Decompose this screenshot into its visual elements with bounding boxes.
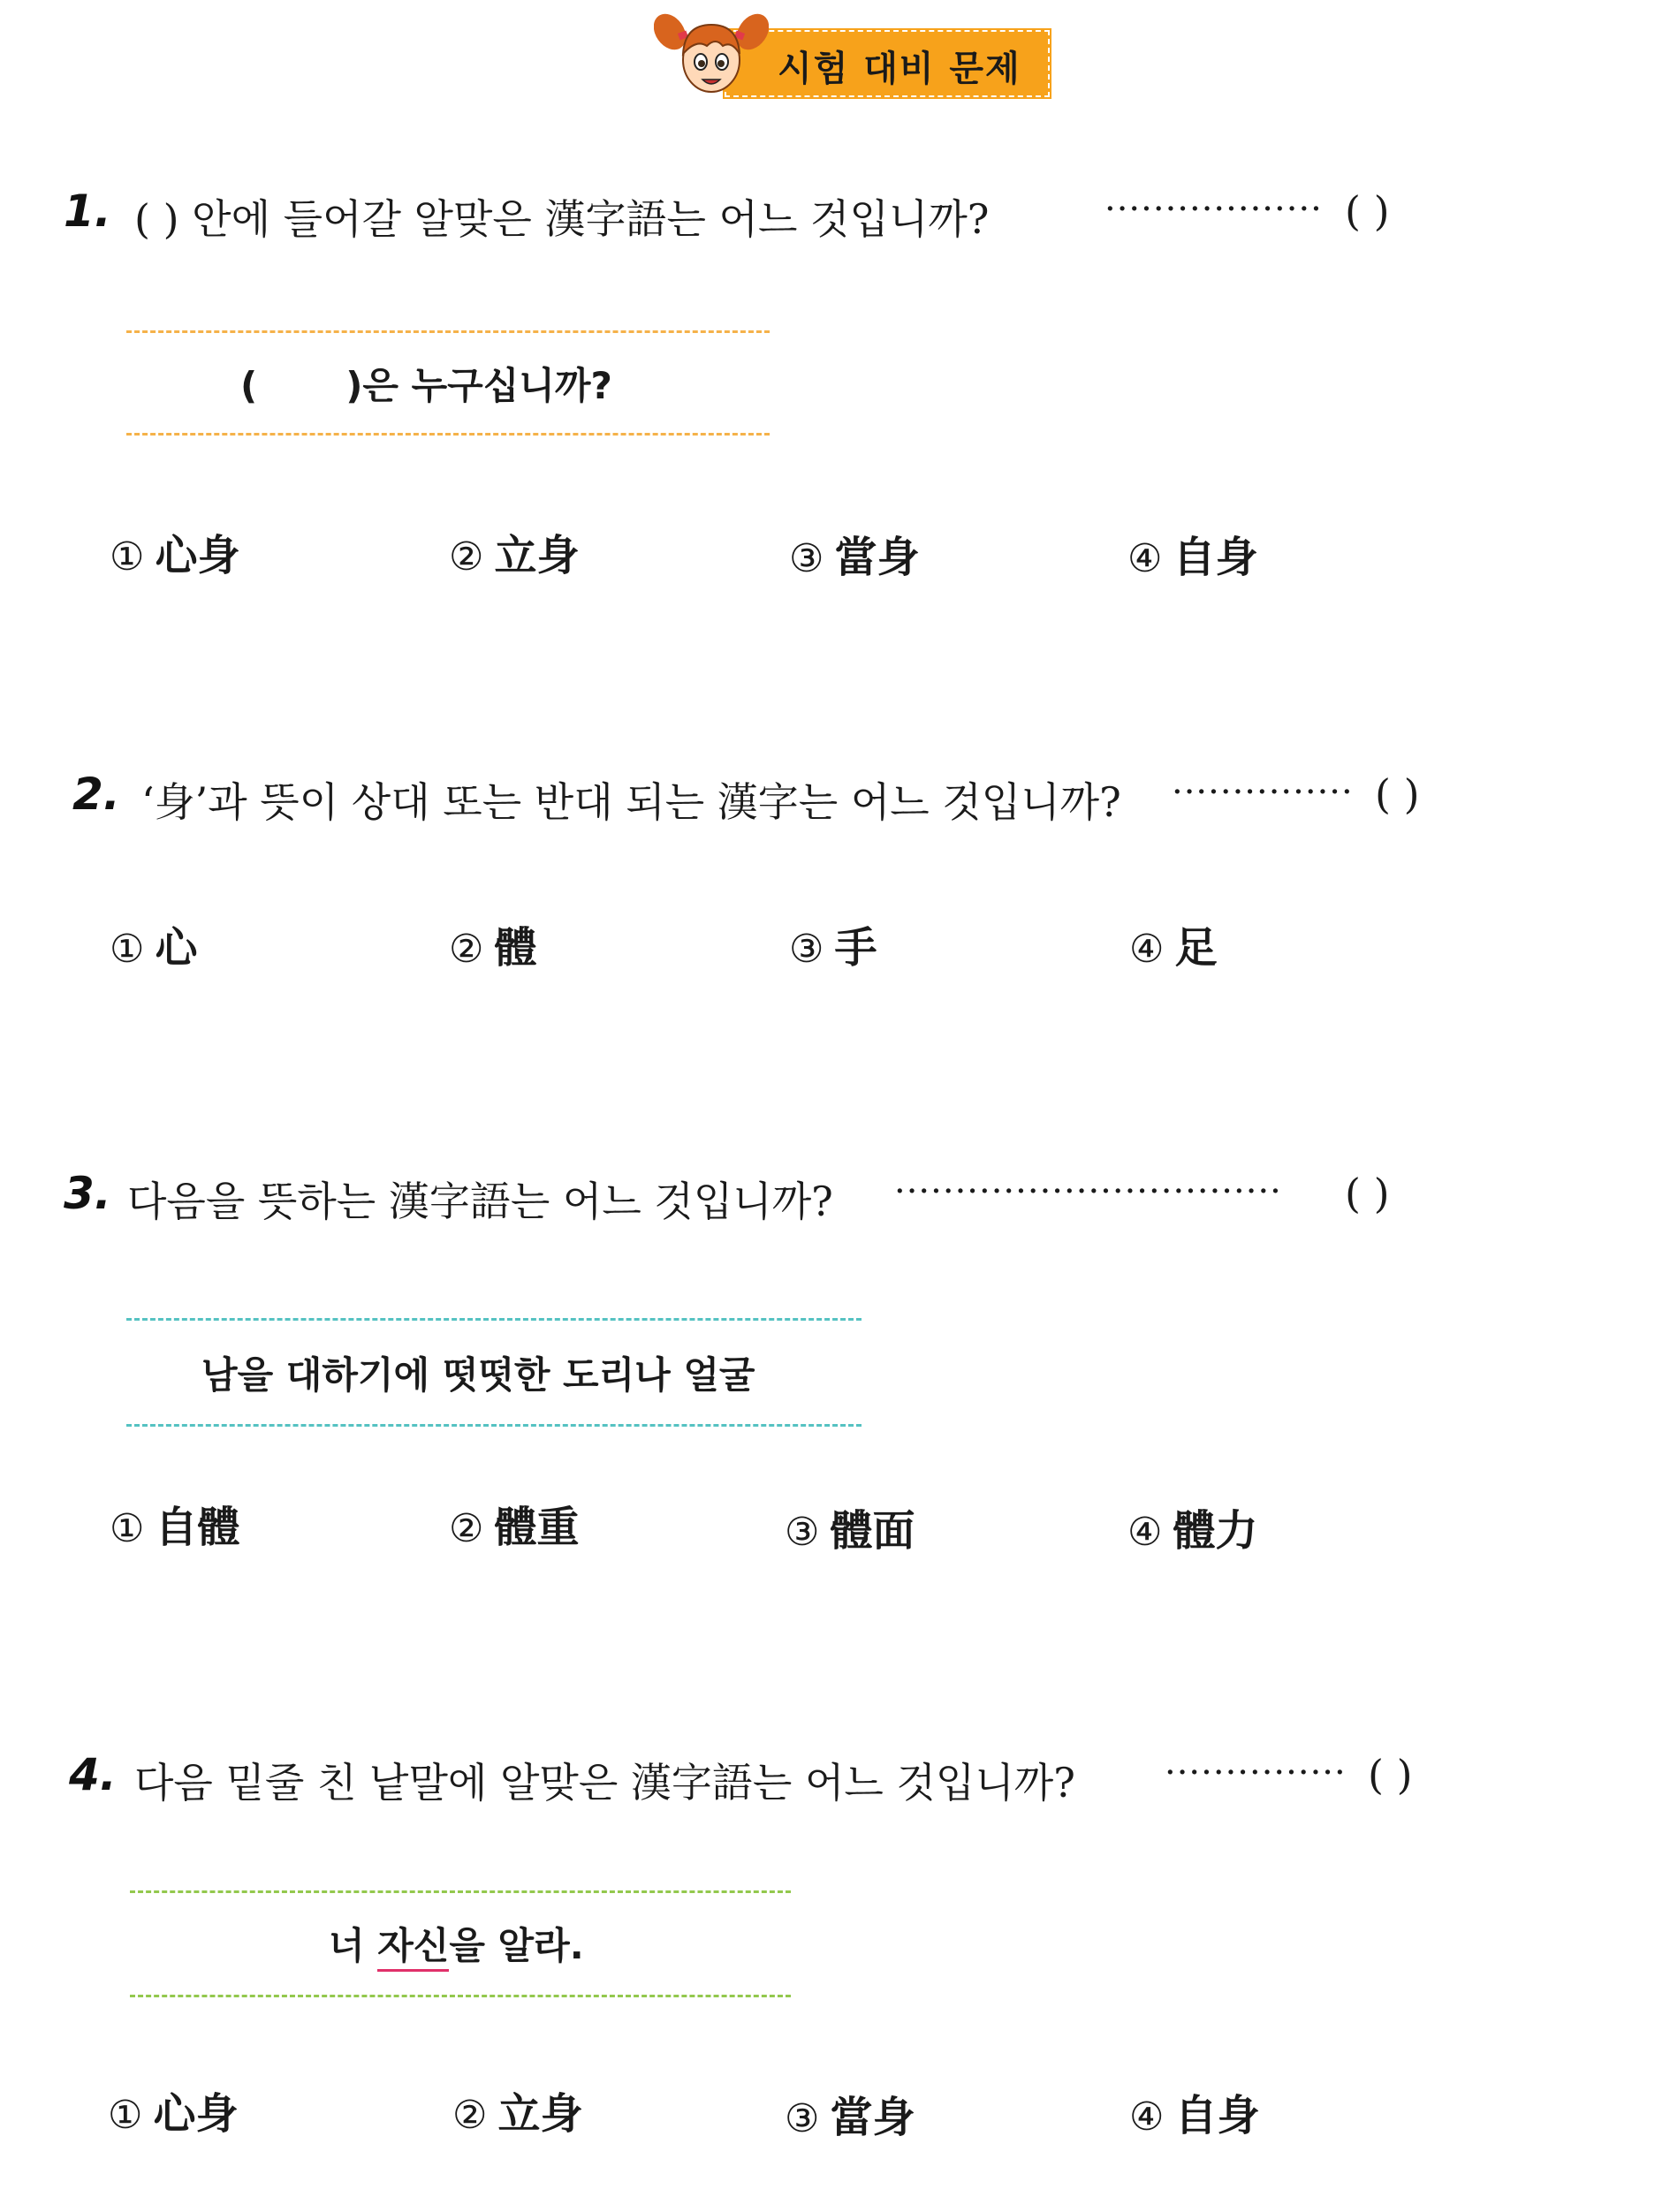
question-1-answer-blank[interactable]: ( ) bbox=[1345, 187, 1390, 235]
question-3-option-2[interactable]: ② 體重 bbox=[449, 1503, 580, 1552]
question-3-box-text: 남을 대하기에 떳떳한 도리나 얼굴 bbox=[201, 1353, 755, 1397]
question-4-prompt: 다음 밑줄 친 낱말에 알맞은 漢字語는 어느 것입니까? bbox=[134, 1759, 1075, 1807]
question-4-box-pre: 너 bbox=[329, 1924, 378, 1967]
question-2-option-2[interactable]: ② 體 bbox=[449, 923, 537, 973]
question-3-option-1[interactable]: ① 自體 bbox=[110, 1503, 240, 1552]
question-2-prompt: ‘身’과 뜻이 상대 또는 반대 되는 漢字는 어느 것입니까? bbox=[141, 778, 1121, 826]
question-4-box-top-line bbox=[130, 1890, 791, 1893]
question-2-option-3[interactable]: ③ 手 bbox=[789, 923, 877, 973]
question-4-dots: ··············· bbox=[1165, 1753, 1347, 1793]
question-3-option-3[interactable]: ③ 體面 bbox=[785, 1506, 915, 1556]
question-4-option-4[interactable]: ④ 自身 bbox=[1129, 2091, 1260, 2140]
question-4-box-text bbox=[329, 1917, 584, 1970]
question-1-option-3[interactable]: ③ 當身 bbox=[789, 533, 920, 582]
question-4-option-3[interactable]: ③ 當身 bbox=[785, 2093, 915, 2142]
question-1-box-rest: )은 누구십니까? bbox=[345, 364, 612, 407]
header-badge bbox=[725, 30, 1050, 97]
question-3-number: 3. bbox=[64, 1168, 111, 1219]
question-1-option-4[interactable]: ④ 自身 bbox=[1127, 533, 1258, 582]
question-1-box-text bbox=[240, 357, 612, 410]
header-title: 시험 대비 문제 bbox=[778, 49, 1021, 89]
question-4-underlined-word: 자신 bbox=[377, 1924, 449, 1972]
question-1-option-2[interactable]: ② 立身 bbox=[449, 531, 580, 580]
question-2-option-4[interactable]: ④ 足 bbox=[1129, 923, 1218, 973]
question-3-prompt: 다음을 뜻하는 漢字語는 어느 것입니까? bbox=[127, 1178, 833, 1225]
question-1-dots: ·················· bbox=[1104, 189, 1323, 230]
question-1-option-1[interactable]: ① 心身 bbox=[110, 531, 240, 580]
question-3-dots: ································ bbox=[894, 1171, 1282, 1212]
question-3-box-top-line bbox=[126, 1318, 862, 1321]
mascot-girl-icon bbox=[654, 5, 769, 104]
question-3-box-bottom-line bbox=[126, 1424, 862, 1427]
question-1-box-bottom-line bbox=[126, 433, 770, 436]
question-1-prompt: ( ) 안에 들어갈 알맞은 漢字語는 어느 것입니까? bbox=[134, 195, 990, 243]
question-4-box-bottom-line bbox=[130, 1995, 791, 1997]
question-1-box-open-paren: ( bbox=[240, 364, 258, 407]
question-2-number: 2. bbox=[72, 769, 120, 820]
question-3-answer-blank[interactable]: ( ) bbox=[1345, 1170, 1390, 1217]
question-3-option-4[interactable]: ④ 體力 bbox=[1127, 1506, 1258, 1556]
question-4-box-post: 을 알라. bbox=[449, 1924, 584, 1967]
question-1-number: 1. bbox=[64, 186, 111, 237]
question-2-option-1[interactable]: ① 心 bbox=[110, 923, 198, 973]
question-2-dots: ··············· bbox=[1172, 772, 1354, 813]
question-2-answer-blank[interactable]: ( ) bbox=[1375, 770, 1420, 818]
question-4-option-1[interactable]: ① 心身 bbox=[108, 2089, 239, 2139]
question-1-box-top-line bbox=[126, 330, 770, 333]
question-4-answer-blank[interactable]: ( ) bbox=[1368, 1751, 1413, 1799]
question-4-option-2[interactable]: ② 立身 bbox=[452, 2089, 583, 2139]
question-4-number: 4. bbox=[69, 1749, 117, 1800]
